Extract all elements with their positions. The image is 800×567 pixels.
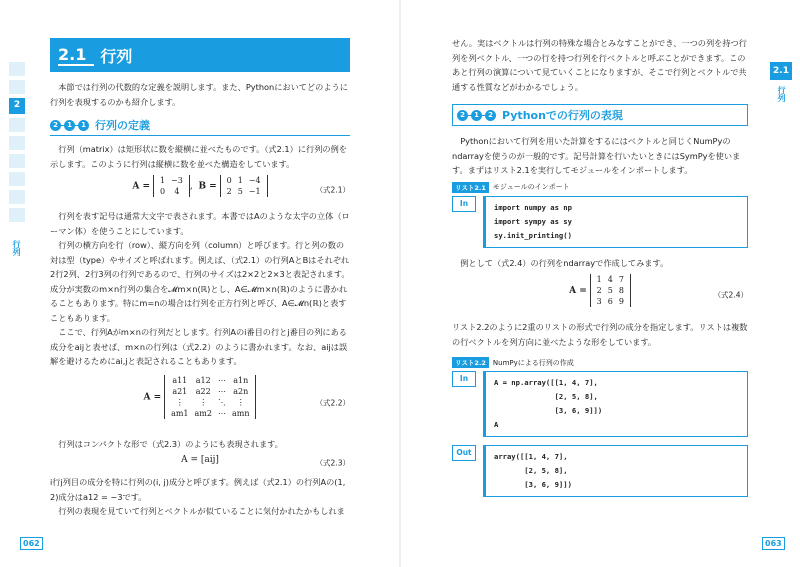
code-output-block: [452, 445, 748, 497]
gutter: [399, 0, 401, 567]
eq-body: A = [aij]: [181, 455, 219, 465]
listing-badge: リスト2.2: [452, 357, 489, 368]
paragraph: 例として（式2.4）の行列をndarrayで作成してみます。: [460, 257, 669, 268]
chapter-tabs: [9, 62, 25, 226]
equation-number: （式2.4）: [713, 290, 748, 300]
matrix-cell: 4: [607, 275, 613, 284]
matrix-cell: ⋮: [236, 397, 245, 407]
number-badge: 2: [50, 120, 61, 131]
matrix-cell: am1: [171, 408, 189, 418]
paragraph: リスト2.2のように2重のリストの形式で行列の成分を指定します。リストは複数の行ベクトルを列方向に並べたような形をしています。: [452, 322, 748, 347]
listing-title: NumPyによる行列の作成: [492, 358, 574, 367]
listing-badge: リスト2.1: [452, 182, 489, 193]
matrix-cell: a21: [172, 386, 188, 396]
subsection-header: [50, 117, 350, 136]
matrix-cell: ⋯: [217, 386, 226, 396]
subsection-title: 行列の定義: [95, 119, 150, 132]
right-page: [452, 36, 748, 505]
matrix-cell: am2: [194, 408, 212, 418]
matrix-cell: a22: [195, 386, 211, 396]
matrix-general: [164, 375, 256, 419]
equation-2-1: A = 1 −3 0 4 , B = 0 1 −4 2 5 −1 （式2.1）: [132, 176, 350, 196]
matrix-cell: 1: [237, 176, 243, 185]
in-label: In: [452, 371, 476, 387]
matrix-cell: ⋮: [175, 397, 184, 407]
equation-number: （式2.2）: [315, 398, 350, 407]
matrix-cell: 9: [618, 297, 624, 306]
paragraph: Pythonにおいて行列を用いた計算をするにはベクトルと同じくNumPyのndarrayを使うのが一般的です。記号計算を行いたいときにはSymPyを使います。まずはリスト2.1を実行してモジュールをインポートします。: [452, 136, 741, 175]
chapter-tab[interactable]: [9, 118, 25, 132]
paragraph: 行列の表現を見ていて行列とベクトルが似ていることに気付かれたかもしれま: [58, 506, 345, 516]
equation-2-2: [50, 375, 350, 431]
paragraph: 行列はコンパクトな形で（式2.3）のようにも表現されます。: [58, 438, 283, 449]
equation-number: （式2.3）: [315, 458, 350, 468]
matrix-cell: a2n: [233, 386, 249, 396]
listing-title: モジュールのインポート: [492, 183, 570, 191]
number-badge: 1: [64, 120, 75, 131]
matrix-cell: 5: [237, 187, 243, 196]
listing-caption: [452, 182, 748, 193]
code-output[interactable]: array([[1, 4, 7], [2, 5, 8], [3, 6, 9]]): [483, 445, 748, 497]
matrix-cell: 0: [159, 187, 166, 196]
matrix-a: [153, 175, 190, 197]
matrix-cell: −1: [248, 187, 261, 196]
eq-lhs: A =: [132, 181, 151, 192]
page-number-left: 062: [20, 537, 43, 550]
matrix-cell: ⋯: [217, 375, 226, 385]
number-badge: 1: [78, 120, 89, 131]
chapter-tab[interactable]: [9, 208, 25, 222]
subsection-title: Pythonでの行列の表現: [502, 109, 623, 122]
section-number: 2.1: [58, 45, 94, 66]
intro-paragraph: 本節では行列の代数的な定義を説明します。また、Pythonにおいてどのように行列を表現するのかも紹介します。: [50, 82, 348, 107]
page-number-right: 063: [762, 537, 785, 550]
chapter-tab[interactable]: [9, 62, 25, 76]
matrix-cell: 6: [607, 297, 613, 306]
matrix-cell: amn: [231, 408, 250, 418]
code-input-block: [452, 196, 748, 248]
matrix-cell: ⋮: [199, 397, 208, 407]
section-tab-active[interactable]: 2.1: [770, 62, 792, 80]
listing-caption: [452, 357, 748, 368]
code-input-block: [452, 371, 748, 437]
chapter-tab[interactable]: [9, 136, 25, 150]
equation-number: （式2.1）: [315, 185, 350, 195]
paragraph: せん。実はベクトルは行列の特殊な場合とみなすことができ、一つの列を持つ行列を列ベクトル、一つの行を持つ行列を行ベクトルと呼ぶことができます。このあと行列の演算について見ていくことになりますが、そこで行列とベクトルで共通する性質などがわかるでしょう。: [452, 38, 747, 92]
matrix-c: [590, 274, 631, 307]
subsection-number-badges: [50, 120, 89, 131]
matrix-cell: a12: [195, 375, 211, 385]
chapter-tab[interactable]: [9, 154, 25, 168]
matrix-cell: ⋯: [217, 408, 226, 418]
in-label: In: [452, 196, 476, 212]
paragraph: 行列を表す記号は通常大文字で表されます。本書ではAのような太字の立体（ローマン体）を使うことにしています。: [50, 211, 350, 236]
chapter-tab[interactable]: [9, 190, 25, 204]
matrix-cell: 1: [596, 275, 602, 284]
matrix-cell: −3: [171, 176, 183, 185]
paragraph: 行列（matrix）は矩形状に数を縦横に並べたものです。（式2.1）に行列の例を示します。このように行列は縦横に数を並べた構造をしています。: [50, 144, 347, 169]
matrix-cell: 2: [226, 187, 232, 196]
matrix-cell: 0: [226, 176, 232, 185]
paragraph: ここで、行列Aがm×nの行列だとします。行列Aのi番目の行とj番目の列にある成分をaijと表せば、m×nの行列は（式2.2）のように書かれます。なお、aijは誤解を避けるためにai,jと表記されることもあります。: [50, 327, 348, 366]
number-badge: 2: [485, 110, 496, 121]
chapter-vertical-title: 行列: [777, 86, 786, 102]
chapter-vertical-title: 行列: [12, 240, 21, 256]
equation-2-4: [452, 274, 748, 316]
matrix-cell: 7: [618, 275, 624, 284]
section-title: 行列: [100, 46, 133, 66]
out-label: Out: [452, 445, 476, 461]
matrix-cell: 5: [607, 286, 613, 295]
number-badge: 2: [457, 110, 468, 121]
code-listing[interactable]: A = np.array([[1, 4, 7], [2, 5, 8], [3, 6, 9]]) A: [483, 371, 748, 437]
subsection-header: [452, 104, 748, 126]
chapter-tab-active[interactable]: 2: [9, 98, 25, 114]
section-header: [50, 38, 350, 72]
number-badge: 1: [471, 110, 482, 121]
eq-lhs: A =: [569, 286, 587, 296]
matrix-cell: 8: [618, 286, 624, 295]
matrix-cell: 1: [159, 176, 166, 185]
chapter-tab[interactable]: [9, 80, 25, 94]
equation-2-3: [50, 455, 350, 471]
matrix-cell: 3: [596, 297, 602, 306]
paragraph: 行列の横方向を行（row）、縦方向を列（column）と呼びます。行と列の数の対は型（type）やサイズと呼ばれます。例えば、（式2.1）の行列AとBはそれぞれ2行2列、2行3列の行列であるので、行列のサイズは2×2と2×3と表記されます。成分が実数のm×n行列の集合を𝓜m×n(ℝ)とし、A∈𝓜m×n(ℝ)のように書かれることもあります。特にm=nの場合は行列を正方行列と呼び、A∈𝓜n(ℝ)と表すこともあります。: [50, 240, 350, 323]
chapter-tab[interactable]: [9, 172, 25, 186]
matrix-cell: a11: [172, 375, 188, 385]
matrix-cell: −4: [248, 176, 261, 185]
eq-lhs: A =: [143, 392, 162, 402]
matrix-cell: ⋱: [217, 397, 226, 407]
eq-lhs: B =: [198, 181, 217, 192]
matrix-b: [220, 175, 268, 197]
code-listing[interactable]: import numpy as np import sympy as sy sy.init_printing(): [483, 196, 748, 248]
matrix-cell: a1n: [233, 375, 249, 385]
matrix-cell: 2: [596, 286, 602, 295]
matrix-cell: 4: [174, 187, 180, 196]
left-page: [50, 38, 350, 519]
paragraph: i行j列目の成分を特に行列の(i, j)成分と呼びます。例えば（式2.1）の行列Aの(1, 2)成分はa12 = −3です。: [50, 477, 346, 502]
subsection-number-badges: [457, 110, 496, 121]
